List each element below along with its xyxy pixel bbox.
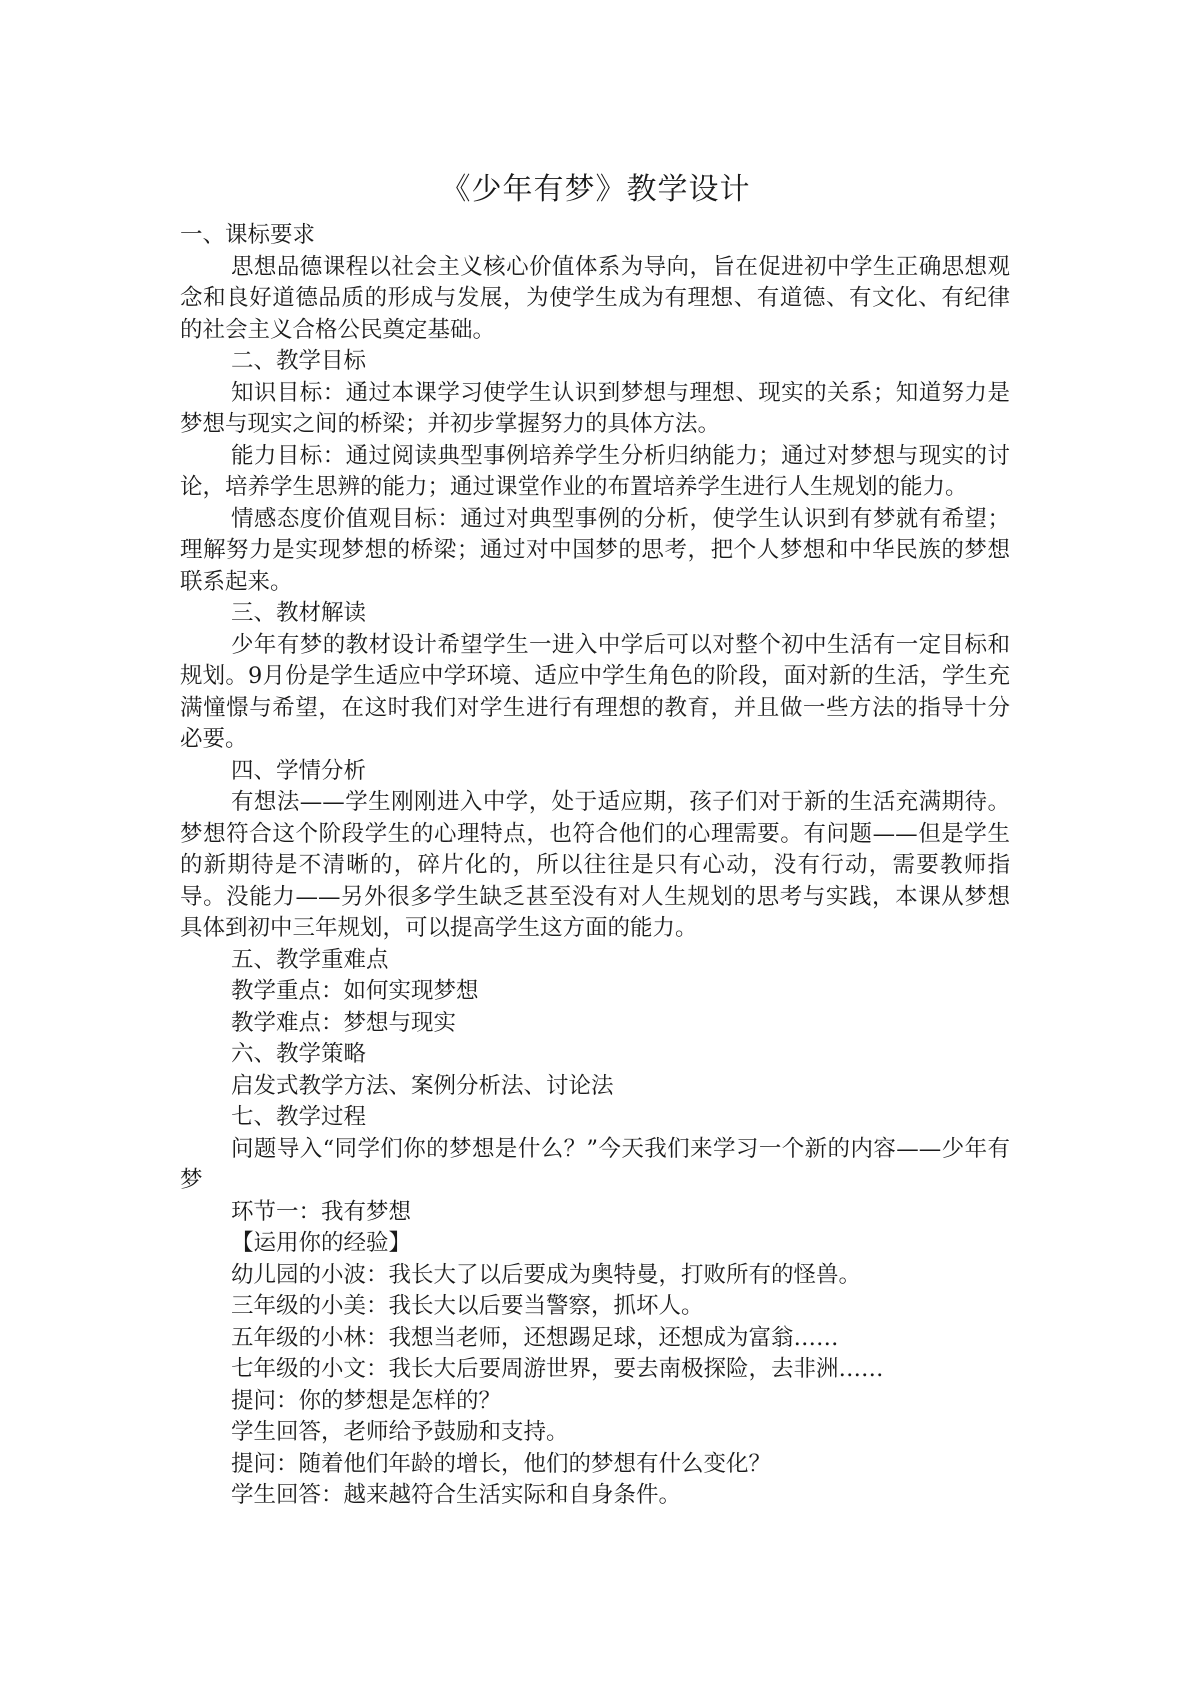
paragraph: 【运用你的经验】 [231, 1230, 412, 1256]
paragraph: 知识目标：通过本课学习使学生认识到梦想与理想、现实的关系；知道努力是梦想与现实之间的桥梁；并初步掌握努力的具体方法。 [180, 379, 1010, 437]
paragraph: 环节一：我有梦想 [231, 1198, 412, 1225]
paragraph: 思想品德课程以社会主义核心价值体系为导向，旨在促进初中学生正确思想观念和良好道德品质的形成与发展，为使学生成为有理想、有道德、有文化、有纪律的社会主义合格公民奠定基础。 [180, 253, 1010, 343]
paragraph: 幼儿园的小波：我长大了以后要成为奥特曼，打败所有的怪兽。 [231, 1261, 862, 1288]
paragraph: 学生回答：越来越符合生活实际和自身条件。 [231, 1482, 682, 1508]
document-title: 《少年有梦》教学设计 [440, 172, 751, 207]
paragraph: 三年级的小美：我长大以后要当警察，抓坏人。 [231, 1293, 704, 1319]
paragraph: 有想法——学生刚刚进入中学，处于适应期，孩子们对于新的生活充满期待。梦想符合这个阶段学生的心理特点，也符合他们的心理需要。有问题——但是学生的新期待是不清晰的，碎片化的，所以往往是只有心动，没有行动，需要教师指导。没能力——另外很多学生缺乏甚至没有对人生规划的思考与实践，本课从梦想具体到初中三年规划，可以提高学生这方面的能力。 [180, 789, 1010, 941]
paragraph: 六、教学策略 [231, 1041, 367, 1067]
paragraph: 四、学情分析 [231, 757, 367, 784]
paragraph: 问题导入“同学们你的梦想是什么？”今天我们来学习一个新的内容——少年有梦 [180, 1135, 1010, 1193]
paragraph: 少年有梦的教材设计希望学生一进入中学后可以对整个初中生活有一定目标和规划。9月份是学生适应中学环境、适应中学生角色的阶段，面对新的生活，学生充满憧憬与希望，在这时我们对学生进行有理想的教育，并且做一些方法的指导十分必要。 [180, 631, 1010, 752]
paragraph: 启发式教学方法、案例分析法、讨论法 [231, 1072, 614, 1099]
document-body [180, 220, 1010, 1512]
paragraph: 学生回答，老师给予鼓励和支持。 [231, 1419, 569, 1445]
paragraph: 五年级的小林：我想当老师，还想踢足球，还想成为富翁…… [231, 1324, 839, 1351]
paragraph: 能力目标：通过阅读典型事例培养学生分析归纳能力；通过对梦想与现实的讨论，培养学生思辨的能力；通过课堂作业的布置培养学生进行人生规划的能力。 [180, 442, 1010, 500]
paragraph: 五、教学重难点 [231, 946, 389, 973]
paragraph: 七年级的小文：我长大后要周游世界，要去南极探险，去非洲…… [231, 1356, 884, 1382]
paragraph: 提问：随着他们年龄的增长，他们的梦想有什么变化？ [231, 1450, 772, 1477]
paragraph: 教学重点：如何实现梦想 [231, 978, 479, 1004]
paragraph: 二、教学目标 [231, 348, 367, 374]
paragraph: 教学难点：梦想与现实 [231, 1009, 457, 1036]
paragraph: 情感态度价值观目标：通过对典型事例的分析，使学生认识到有梦就有希望；理解努力是实现梦想的桥梁；通过对中国梦的思考，把个人梦想和中华民族的梦想联系起来。 [180, 505, 1010, 595]
paragraph: 三、教材解读 [231, 600, 367, 626]
paragraph: 一、课标要求 [180, 222, 316, 248]
paragraph: 七、教学过程 [231, 1104, 367, 1130]
paragraph: 提问：你的梦想是怎样的？ [231, 1387, 502, 1414]
